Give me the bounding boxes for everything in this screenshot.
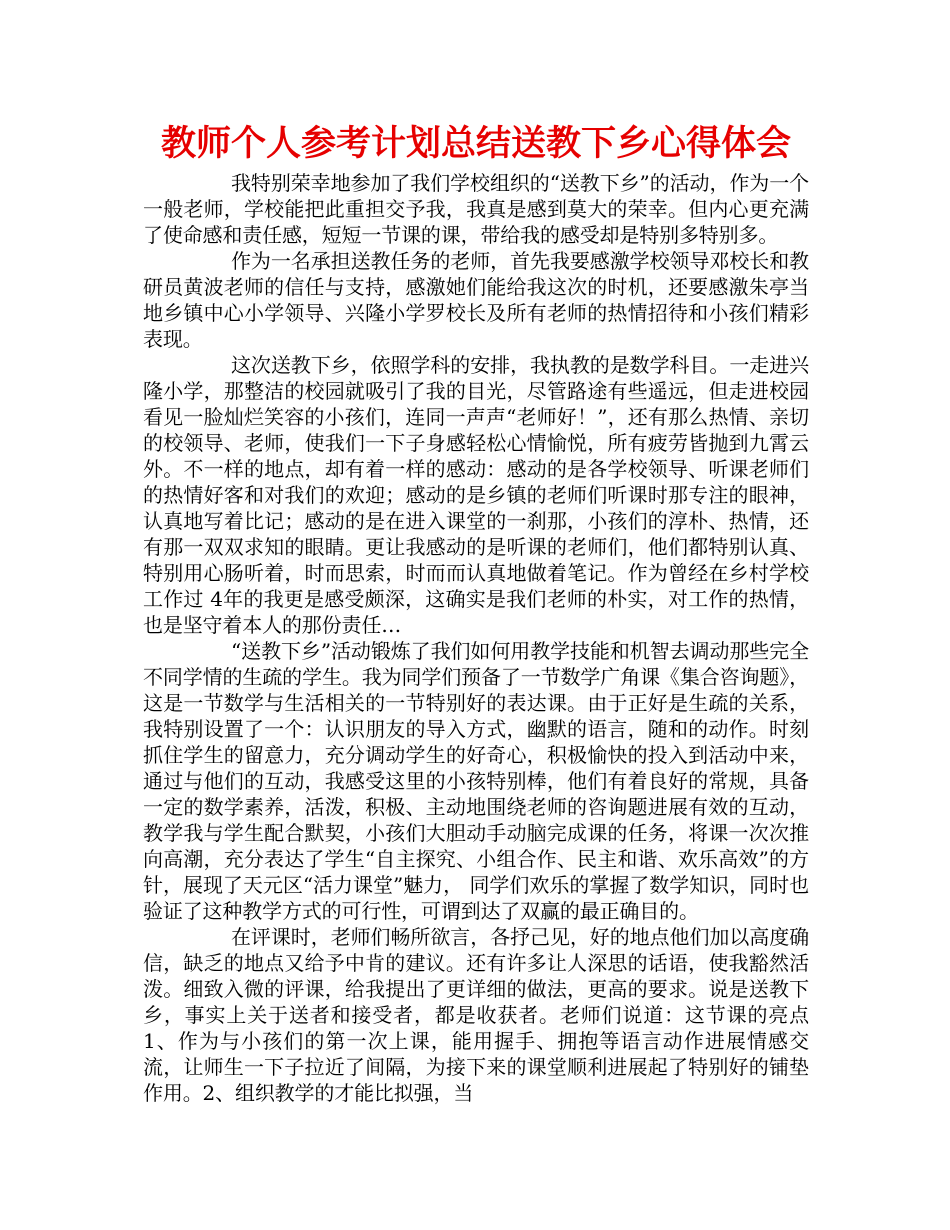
- document-page: [143, 118, 809, 1106]
- paragraph-3: 这次送教下乡，依照学科的安排，我执教的是数学科目。一走进兴隆小学，那整洁的校园就吸引了我的目光，尽管路途有些遥远，但走进校园看见一脸灿烂笑容的小孩们，连同一声声“老师好！”，还有那么热情、亲切的校领导、老师，使我们一下子身感轻松心情愉悦，所有疲劳皆抛到九霄云外。不一样的地点，却有着一样的感动：感动的是各学校领导、听课老师们的热情好客和对我们的欢迎；感动的是乡镇的老师们听课时那专注的眼神，认真地写着比记；感动的是在进入课堂的一刹那，小孩们的淳朴、热情，还有那一双双求知的眼睛。更让我感动的是听课的老师们，他们都特别认真、特别用心肠听着，时而思索，时而而认真地做着笔记。作为曾经在乡村学校工作过 4年的我更是感受颇深，这确实是我们老师的朴实，对工作的热情，也是坚守着本人的那份责任…: [143, 353, 809, 637]
- document-body: [143, 170, 809, 1106]
- paragraph-2: 作为一名承担送教任务的老师，首先我要感激学校领导邓校长和教研员黄波老师的信任与支持，感激她们能给我这次的时机，还要感激朱亭当地乡镇中心小学领导、兴隆小学罗校长及所有老师的热情招待和小孩们精彩表现。: [143, 249, 809, 351]
- document-title: 教师个人参考计划总结送教下乡心得体会: [160, 124, 791, 164]
- paragraph-1: 我特别荣幸地参加了我们学校组织的“送教下乡”的活动，作为一个一般老师，学校能把此重担交予我，我真是感到莫大的荣幸。但内心更充满了使命感和责任感，短短一节课的课，带给我的感受却是特别多特别多。: [143, 171, 809, 247]
- paragraph-4: “送教下乡”活动锻炼了我们如何用教学技能和机智去调动那些完全不同学情的生疏的学生。我为同学们预备了一节数学广角课《集合咨询题》，这是一节数学与生活相关的一节特别好的表达课。由于正好是生疏的关系，我特别设置了一个：认识朋友的导入方式，幽默的语言，随和的动作。时刻抓住学生的留意力，充分调动学生的好奇心，积极愉快的投入到活动中来，通过与他们的互动，我感受这里的小孩特别棒，他们有着良好的常规，具备一定的数学素养，活泼，积极、主动地围绕老师的咨询题进展有效的互动，教学我与学生配合默契，小孩们大胆动手动脑完成课的任务，将课一次次推向高潮，充分表达了学生“自主探究、小组合作、民主和谐、欢乐高效”的方针，展现了天元区“活力课堂”魅力， 同学们欢乐的掌握了数学知识，同时也验证了这种教学方式的可行性，可谓到达了双赢的最正确目的。: [143, 639, 809, 923]
- paragraph-5: 在评课时，老师们畅所欲言，各抒己见，好的地点他们加以高度确信，缺乏的地点又给予中肯的建议。还有许多让人深思的话语，使我豁然活泼。细致入微的评课，给我提出了更详细的做法，更高的要求。说是送教下乡，事实上关于送者和接受者，都是收获者。老师们说道：这节课的亮点 1、作为与小孩们的第一次上课，能用握手、拥抱等语言动作进展情感交流，让师生一下子拉近了间隔，为接下来的课堂顺利进展起了特别好的铺垫作用。2、组织教学的才能比拟强，当: [143, 925, 809, 1105]
